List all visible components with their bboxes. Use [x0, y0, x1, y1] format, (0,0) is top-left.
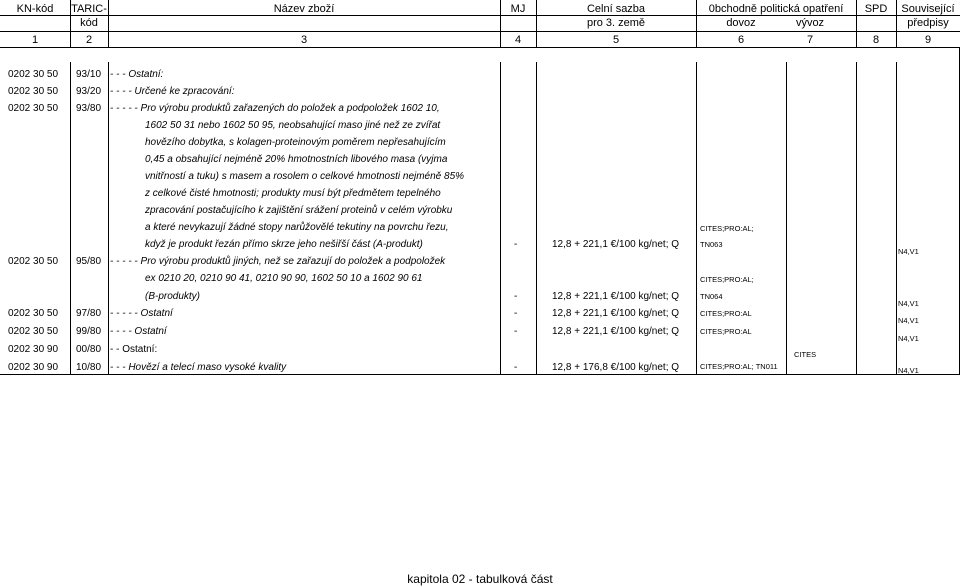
col-number: 1: [31, 34, 39, 46]
col-number: 9: [924, 34, 932, 46]
column-separator: [856, 62, 857, 374]
duty-rate: 12,8 + 221,1 €/100 kg/net; Q: [552, 326, 680, 337]
unit: -: [514, 308, 518, 319]
column-separator: [500, 0, 501, 48]
import-measures: TN063: [700, 240, 723, 249]
header-unit: MJ: [510, 3, 526, 15]
taric-code: 10/80: [76, 362, 102, 373]
duty-rate: 12,8 + 221,1 €/100 kg/net; Q: [552, 291, 680, 302]
import-measures: CITES;PRO:AL;: [700, 224, 754, 233]
goods-description: vnitřností a tuku) s masem a rosolem o celkové hmotnosti nejméně 85%: [145, 171, 465, 182]
taric-code: 93/80: [76, 103, 102, 114]
kn-code: 0202 30 90: [8, 344, 59, 355]
related-regulations: N4,V1: [898, 366, 919, 375]
column-separator: [500, 62, 501, 374]
taric-code: 93/10: [76, 69, 102, 80]
goods-description: - - - - Určené ke zpracování:: [110, 86, 235, 97]
import-measures: CITES;PRO:AL; TN011: [700, 362, 778, 371]
col-number: 7: [806, 34, 814, 46]
unit: -: [514, 291, 518, 302]
goods-description: - - Ostatní:: [110, 344, 158, 355]
column-separator: [70, 0, 71, 48]
taric-code: 95/80: [76, 256, 102, 267]
goods-description: zpracování postačujícího k zajištění srážení proteinů v celém výrobku: [145, 205, 453, 216]
column-separator: [536, 0, 537, 48]
header-export: vývoz: [795, 17, 825, 29]
column-separator: [696, 0, 697, 48]
goods-description: ex 0210 20, 0210 90 41, 0210 90 90, 1602 50 10 a 1602 90 61: [145, 273, 423, 284]
goods-description: - - - - - Pro výrobu produktů zařazených do položek a podpoložek 1602 10,: [110, 103, 440, 114]
col-number: 8: [872, 34, 880, 46]
table-bottom: [0, 374, 960, 375]
col-number: 3: [300, 34, 308, 46]
goods-description: - - - Hovězí a telecí maso vysoké kvality: [110, 362, 287, 373]
header-code: kód: [80, 17, 98, 29]
column-separator: [896, 62, 897, 374]
goods-description: a které nevykazují žádné stopy narůžovělé tekutiny na povrchu řezu,: [145, 222, 449, 233]
kn-code: 0202 30 50: [8, 326, 59, 337]
header-related: Související: [901, 3, 955, 15]
goods-description: - - - - - Pro výrobu produktů jiných, než se zařazují do položek a podpoložek: [110, 256, 446, 267]
header-taric: TARIC-: [71, 3, 107, 15]
header-import: dovoz: [726, 17, 756, 29]
header-divider: [0, 47, 960, 48]
import-measures: CITES;PRO:AL;: [700, 275, 754, 284]
related-regulations: N4,V1: [898, 299, 919, 308]
related-regulations: N4,V1: [898, 247, 919, 256]
taric-code: 93/20: [76, 86, 102, 97]
header-regulations: předpisy: [907, 17, 949, 29]
import-measures: CITES;PRO:AL: [700, 309, 752, 318]
kn-code: 0202 30 50: [8, 256, 59, 267]
column-separator: [856, 0, 857, 48]
taric-code: 00/80: [76, 344, 102, 355]
goods-description: když je produkt řezán přímo skrze jeho nešiřší část (A-produkt): [145, 239, 423, 250]
header-trade-measures: 0bchodně politická opatření: [708, 3, 844, 15]
kn-code: 0202 30 50: [8, 308, 59, 319]
unit: -: [514, 326, 518, 337]
export-measures: CITES: [794, 350, 817, 359]
header-kn-code: KN-kód: [16, 3, 54, 15]
goods-description: hovězího dobytka, s kolagen-proteinovým poměrem nepřesahujícím: [145, 137, 446, 148]
col-number: 4: [514, 34, 522, 46]
duty-rate: 12,8 + 221,1 €/100 kg/net; Q: [552, 308, 680, 319]
unit: -: [514, 239, 518, 250]
goods-description: z celkové čisté hmotnosti; produkty musí být předmětem tepelného: [145, 188, 441, 199]
table-header: [0, 0, 960, 48]
duty-rate: 12,8 + 176,8 €/100 kg/net; Q: [552, 362, 680, 373]
goods-description: 0,45 a obsahující nejméně 20% hmotnostních libového masa (vyjma: [145, 154, 448, 165]
kn-code: 0202 30 90: [8, 362, 59, 373]
header-third-countries: pro 3. země: [586, 17, 646, 29]
kn-code: 0202 30 50: [8, 69, 59, 80]
unit: -: [514, 362, 518, 373]
column-separator: [696, 62, 697, 374]
kn-code: 0202 30 50: [8, 86, 59, 97]
goods-description: - - - - Ostatní: [110, 326, 167, 337]
header-spd: SPD: [864, 3, 888, 15]
related-regulations: N4,V1: [898, 316, 919, 325]
header-duty: Celní sazba: [586, 3, 646, 15]
import-measures: TN064: [700, 292, 723, 301]
goods-description: (B-produkty): [145, 291, 201, 302]
column-separator: [108, 62, 109, 374]
column-separator: [108, 0, 109, 48]
header-divider: [0, 31, 960, 32]
page-footer: kapitola 02 - tabulková část: [407, 572, 553, 586]
column-separator: [536, 62, 537, 374]
duty-rate: 12,8 + 221,1 €/100 kg/net; Q: [552, 239, 680, 250]
kn-code: 0202 30 50: [8, 103, 59, 114]
header-goods-name: Název zboží: [273, 3, 335, 15]
taric-code: 97/80: [76, 308, 102, 319]
goods-description: 1602 50 31 nebo 1602 50 95, neobsahující maso jiné než ze zvířat: [145, 120, 441, 131]
import-measures: CITES;PRO:AL: [700, 327, 752, 336]
related-regulations: N4,V1: [898, 334, 919, 343]
col-number: 5: [612, 34, 620, 46]
column-separator: [896, 0, 897, 48]
goods-description: - - - - - Ostatní: [110, 308, 173, 319]
col-number: 6: [737, 34, 745, 46]
col-number: 2: [85, 34, 93, 46]
column-separator: [786, 62, 787, 374]
taric-code: 99/80: [76, 326, 102, 337]
header-divider: [0, 15, 960, 16]
goods-description: - - - Ostatní:: [110, 69, 164, 80]
column-separator: [70, 62, 71, 374]
